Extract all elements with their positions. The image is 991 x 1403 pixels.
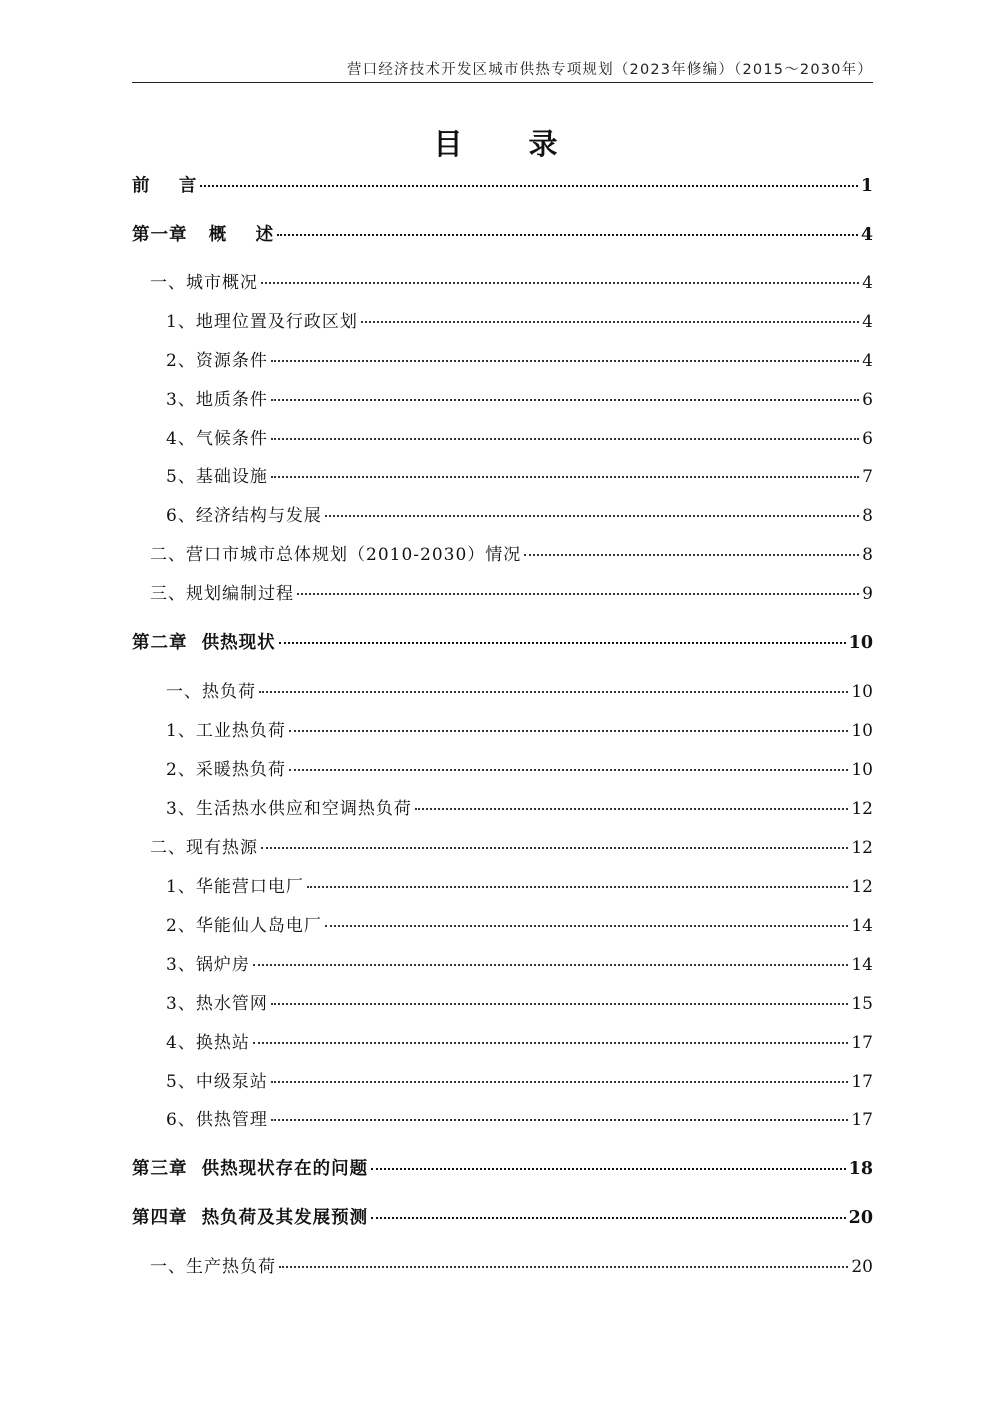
toc-entry-subsection[interactable] [166,310,873,334]
toc-leader-dots [259,690,848,693]
toc-page-number: 10 [851,721,873,741]
toc-leader-dots [289,768,849,771]
toc-leader-dots [200,184,857,187]
toc-page-number: 17 [851,1033,873,1053]
toc-entry-chapter-2[interactable] [132,631,873,655]
toc-entry-chapter-3[interactable] [132,1157,873,1181]
toc-entry-subsection[interactable] [166,1070,873,1094]
toc-entry-section[interactable] [150,543,873,567]
toc-page-number: 18 [848,1159,873,1179]
toc-leader-dots [261,846,848,849]
toc-page-number: 1 [860,176,873,196]
toc-entry-subsection[interactable] [166,1031,873,1055]
toc-entry-label: 4、气候条件 [166,429,268,449]
toc-entry-section[interactable] [150,271,873,295]
toc-entry-label: 二、现有热源 [150,838,258,858]
toc-entry-section[interactable] [166,680,873,704]
toc-page-number: 8 [862,545,873,565]
toc-leader-dots [253,963,849,966]
toc-entry-label: 2、采暖热负荷 [166,760,286,780]
toc-entry-label: 2、华能仙人岛电厂 [166,916,322,936]
toc-leader-dots [271,398,859,401]
toc-entry-subsection[interactable] [166,504,873,528]
toc-entry-subsection[interactable] [166,465,873,489]
toc-entry-subsection[interactable] [166,992,873,1016]
toc-leader-dots [261,281,859,284]
toc-entry-label: 一、生产热负荷 [150,1257,276,1277]
toc-leader-dots [271,1002,849,1005]
toc-leader-dots [325,514,859,517]
toc-entry-section[interactable] [150,1255,873,1279]
toc-leader-dots [415,807,849,810]
toc-page-number: 14 [851,955,873,975]
toc-leader-dots [361,320,859,323]
toc-page-number: 4 [860,225,873,245]
toc-entry-label: 第二章 供热现状 [132,633,276,653]
toc-page-number: 4 [862,351,873,371]
toc-page-number: 17 [851,1072,873,1092]
toc-leader-dots [271,1118,849,1121]
toc-entry-label: 6、供热管理 [166,1110,268,1130]
toc-entry-label: 一、城市概况 [150,273,258,293]
toc-entry-label: 2、资源条件 [166,351,268,371]
toc-page-number: 20 [851,1257,873,1277]
toc-entry-label: 3、锅炉房 [166,955,250,975]
running-header: 营口经济技术开发区城市供热专项规划（2023年修编）（2015～2030年） [132,58,873,83]
toc-entry-subsection[interactable] [166,719,873,743]
toc-entry-label: 4、换热站 [166,1033,250,1053]
toc-entry-label: 5、中级泵站 [166,1072,268,1092]
toc-leader-dots [325,924,849,927]
toc-page-number: 10 [851,682,873,702]
toc-entry-subsection[interactable] [166,797,873,821]
toc-leader-dots [279,641,846,644]
toc-page-number: 10 [848,633,873,653]
toc-page-number: 6 [862,429,873,449]
toc-entry-subsection[interactable] [166,914,873,938]
toc-entry-subsection[interactable] [166,349,873,373]
toc-leader-dots [289,729,849,732]
toc-entry-section[interactable] [150,836,873,860]
toc-page-number: 14 [851,916,873,936]
toc-entry-label: 第四章 热负荷及其发展预测 [132,1208,369,1228]
toc-entry-subsection[interactable] [166,758,873,782]
toc-entry-subsection[interactable] [166,388,873,412]
toc-page-number: 10 [851,760,873,780]
toc-entry-preface[interactable] [132,174,873,198]
toc-entry-subsection[interactable] [166,427,873,451]
toc-page-number: 8 [862,506,873,526]
toc-leader-dots [524,553,859,556]
toc-leader-dots [297,592,859,595]
toc-entry-section[interactable] [150,582,873,606]
toc-entry-label: 5、基础设施 [166,467,268,487]
toc-entry-label: 1、工业热负荷 [166,721,286,741]
toc-leader-dots [279,1265,848,1268]
toc-page-number: 20 [848,1208,873,1228]
toc-entry-label: 3、生活热水供应和空调热负荷 [166,799,412,819]
toc-page-number: 12 [851,877,873,897]
page-title: 目 录 [433,127,586,161]
toc-entry-label: 一、热负荷 [166,682,256,702]
toc-entry-label: 前 言 [132,176,198,196]
toc-leader-dots [271,359,859,362]
toc-page-number: 9 [862,584,873,604]
toc-entry-label: 3、地质条件 [166,390,268,410]
toc-leader-dots [253,1041,849,1044]
toc-page-number: 12 [851,799,873,819]
toc-entry-label: 3、热水管网 [166,994,268,1014]
toc-entry-subsection[interactable] [166,1108,873,1132]
toc-entry-subsection[interactable] [166,953,873,977]
toc-page-number: 6 [862,390,873,410]
toc-entry-label: 1、地理位置及行政区划 [166,312,358,332]
toc-page-number: 12 [851,838,873,858]
toc-leader-dots [277,233,858,236]
toc-entry-label: 1、华能营口电厂 [166,877,304,897]
toc-page-number: 17 [851,1110,873,1130]
toc-leader-dots [371,1167,845,1170]
toc-entry-label: 三、规划编制过程 [150,584,294,604]
toc-page-number: 4 [862,312,873,332]
toc-page-number: 15 [851,994,873,1014]
toc-entry-label: 二、营口市城市总体规划（2010-2030）情况 [150,545,522,565]
toc-leader-dots [271,1080,849,1083]
toc-leader-dots [371,1216,845,1219]
toc-page-number: 4 [862,273,873,293]
toc-leader-dots [307,885,849,888]
toc-entry-subsection[interactable] [166,875,873,899]
toc-entry-label: 第三章 供热现状存在的问题 [132,1159,369,1179]
toc-entry-label: 第一章 概 述 [132,225,275,245]
toc-leader-dots [271,437,859,440]
toc-entry-chapter-4[interactable] [132,1206,873,1230]
toc-leader-dots [271,475,859,478]
toc-entry-chapter-1[interactable] [132,223,873,247]
toc-entry-label: 6、经济结构与发展 [166,506,322,526]
toc-page-number: 7 [862,467,873,487]
